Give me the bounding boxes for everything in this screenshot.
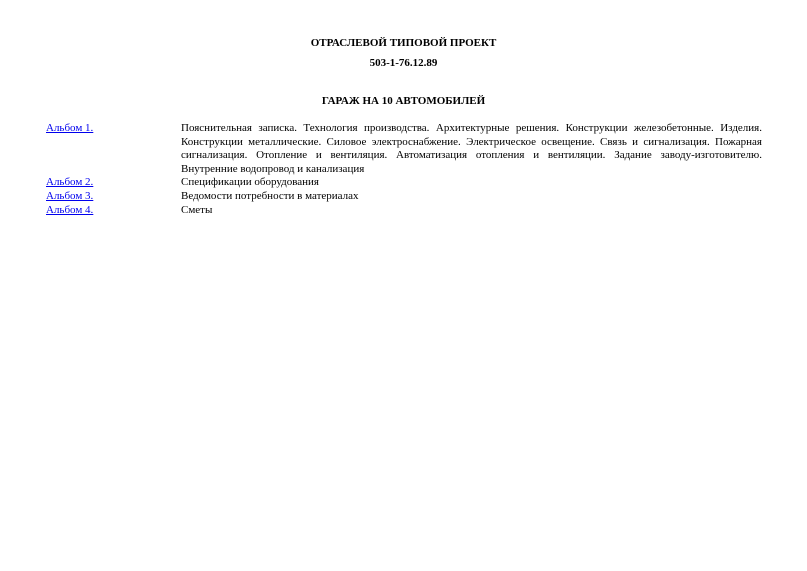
- album-row-3: [46, 190, 762, 204]
- project-type-heading: ОТРАСЛЕВОЙ ТИПОВОЙ ПРОЕКТ: [310, 37, 497, 49]
- album-1-description: Пояснительная записка. Технология производства. Архитектурные решения. Конструкции железобетонные. Изделия. Конструкции металлические. Силовое электроснабжение. Электрическое освещение. Связь и сигнализация. Пожарная сигнализация. Отопление и вентиляция. Автоматизация отопления и вентиляции. Задание заводу-изготовителю. Внутренние водопровод и канализация: [181, 122, 762, 175]
- album-row-1: [46, 122, 762, 176]
- album-4-description: Сметы: [181, 203, 213, 216]
- album-3-description: Ведомости потребности в материалах: [181, 189, 359, 202]
- album-2-description: Спецификации оборудования: [181, 176, 319, 189]
- album-2-link[interactable]: Альбом 2.: [46, 176, 94, 189]
- album-1-link[interactable]: Альбом 1.: [46, 122, 94, 134]
- project-code-heading: 503-1-76.12.89: [369, 57, 438, 69]
- album-4-link[interactable]: Альбом 4.: [46, 203, 94, 216]
- album-3-link[interactable]: Альбом 3.: [46, 189, 94, 202]
- album-list: [46, 122, 762, 217]
- project-title-heading: ГАРАЖ НА 10 АВТОМОБИЛЕЙ: [321, 95, 486, 107]
- album-row-2: [46, 176, 762, 190]
- album-row-4: [46, 204, 762, 218]
